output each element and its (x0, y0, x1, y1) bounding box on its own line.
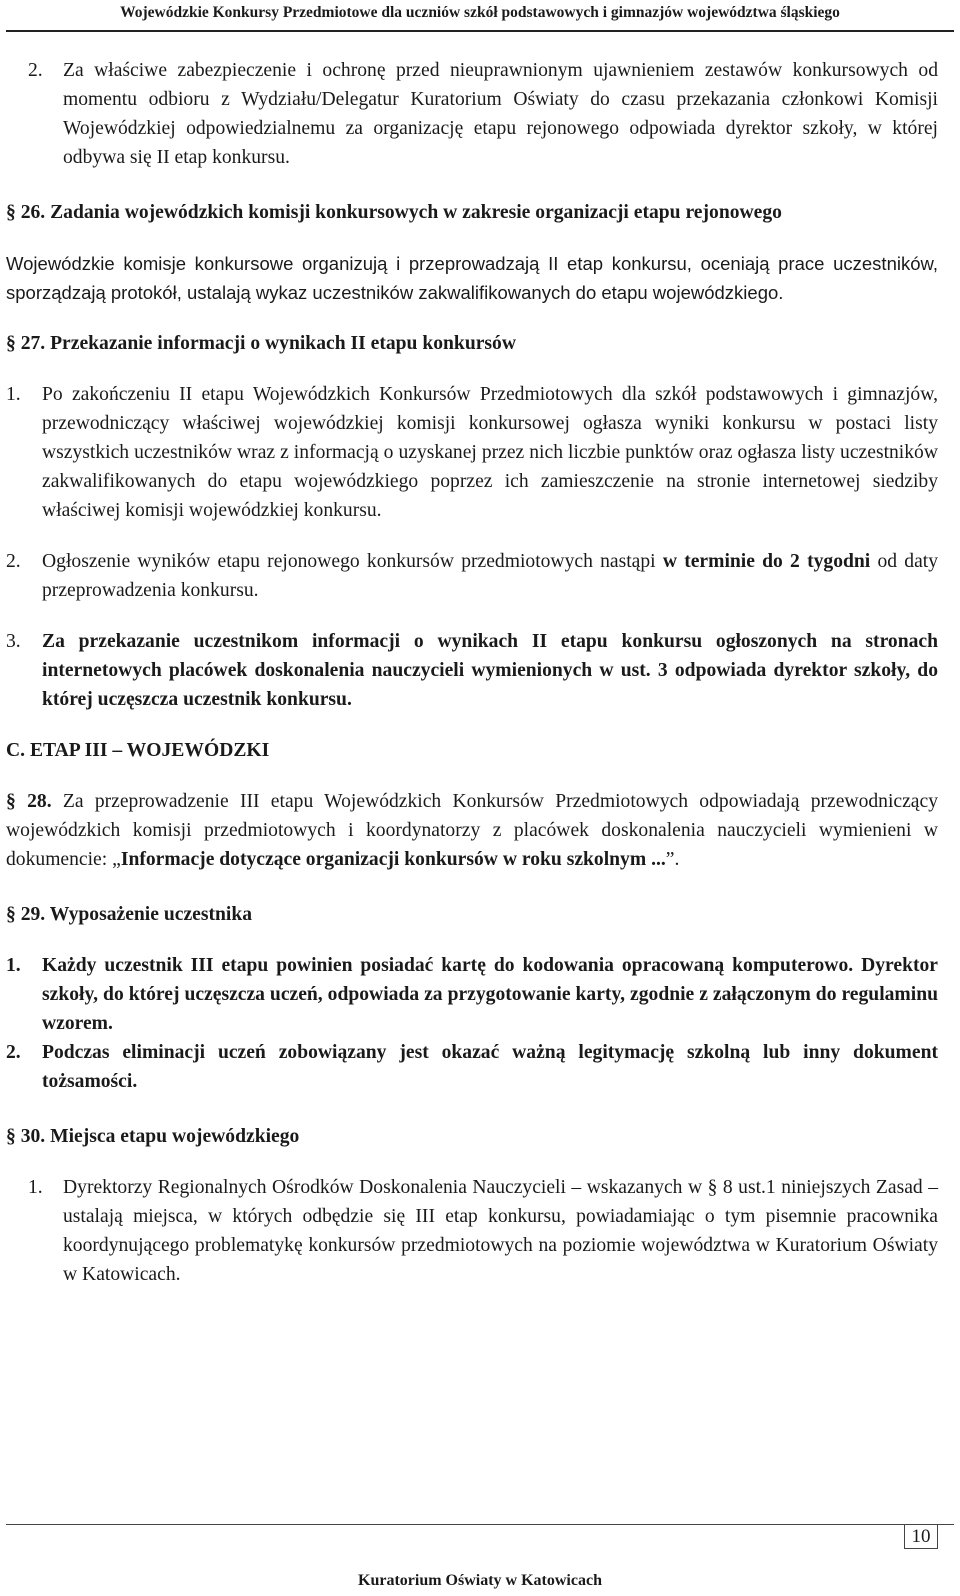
item-text: Podczas eliminacji uczeń zobowiązany jest okazać ważną legitymację szkolną lub inny dokument tożsamości. (42, 1042, 938, 1092)
section-28-body: Za przeprowadzenie III etapu Wojewódzkich Konkursów Przedmiotowych odpowiadają przewodniczący wojewódzkich komisji przedmiotowych i koordynatorzy z placówek doskonalenia nauczycieli wymienieni w dokumencie: „ (6, 791, 938, 870)
header-divider (6, 30, 954, 32)
s27-item-1 (6, 380, 938, 525)
section-29-title (6, 900, 938, 929)
item-text-bold: w terminie do 2 tygodni (662, 551, 871, 572)
s30-item-1 (6, 1173, 938, 1289)
section-27-heading: 27. Przekazanie informacji o wynikach II etapu konkursów (20, 333, 517, 354)
section-29-heading: 29. Wyposażenie uczestnika (20, 904, 253, 925)
paragraph-sign: § (6, 791, 16, 812)
item-text: Ogłoszenie wyników etapu rejonowego konkursów przedmiotowych nastąpi (42, 551, 663, 572)
section-26-title (6, 198, 938, 227)
section-30-title (6, 1122, 938, 1151)
item-number: 1. (6, 384, 21, 405)
page-header: Wojewódzkie Konkursy Przedmiotowe dla uczniów szkół podstawowych i gimnazjów województwa śląskiego (120, 4, 840, 21)
item-text: Po zakończeniu II etapu Wojewódzkich Konkursów Przedmiotowych dla szkół podstawowych i gimnazjów, przewodniczący właściwej wojewódzkiej komisji konkursowej ogłasza wyniki konkursu w postaci listy wszystkich uczestników wraz z informacją o uzyskanej przez nich liczbie punktów oraz ogłasza listy uczestników zakwalifikowanych do etapu wojewódzkiego poprzez ich zamieszczenie na stronie internetowej siedziby właściwej komisji wojewódzkiej konkursu. (42, 384, 938, 521)
item-text: Każdy uczestnik III etapu powinien posiadać kartę do kodowania opracowaną komputerowo. Dyrektor szkoły, do której uczęszcza uczeń, odpowiada za przygotowanie karty, zgodnie z załączonym do regulaminu wzorem. (42, 955, 938, 1034)
footer-divider (6, 1524, 954, 1525)
item-number: 2. (6, 1042, 21, 1063)
s25-item-2 (6, 56, 938, 172)
section-28-end: ”. (665, 849, 680, 870)
section-30-heading: 30. Miejsca etapu wojewódzkiego (20, 1126, 300, 1147)
document-body (6, 56, 938, 1289)
paragraph-sign: § (6, 904, 16, 925)
section-27-title (6, 329, 938, 358)
item-text: Za właściwe zabezpieczenie i ochronę przed nieuprawnionym ujawnieniem zestawów konkursowych od momentu odbioru z Wydziału/Delegatur Kuratorium Oświaty do czasu przekazania członkowi Komisji Wojewódzkiej odpowiedzialnemu za organizację etapu rejonowego odpowiada dyrektor szkoły, w której odbywa się II etap konkursu. (63, 60, 938, 168)
s29-item-2 (6, 1038, 938, 1096)
section-26-text: Wojewódzkie komisje konkursowe organizują i przeprowadzają II etap konkursu, oceniają prace uczestników, sporządzają protokół, ustalają wykaz uczestników zakwalifikowanych do etapu wojewódzkiego. (6, 253, 938, 303)
item-number: 1. (28, 1177, 43, 1198)
s27-item-2 (6, 547, 938, 605)
section-26-heading: 26. Zadania wojewódzkich komisji konkursowych w zakresie organizacji etapu rejonowego (20, 202, 782, 223)
item-text-end: od daty przeprowadzenia konkursu. (42, 551, 939, 601)
paragraph-sign: § (6, 333, 16, 354)
item-number: 2. (6, 551, 21, 572)
s29-item-1 (6, 951, 938, 1038)
page-number: 10 (904, 1524, 938, 1549)
item-number: 3. (6, 631, 21, 652)
paragraph-sign: § (6, 202, 16, 223)
item-text: Dyrektorzy Regionalnych Ośrodków Doskonalenia Nauczycieli – wskazanych w § 8 ust.1 niniejszych Zasad – ustalają miejsca, w których odbędzie się III etap konkursu, powiadamiając o tym pisemnie pracownika koordynującego problematykę konkursów przedmiotowych na poziomie województwa w Kuratorium Oświaty w Katowicach. (63, 1177, 938, 1285)
paragraph-sign: § (6, 1126, 16, 1147)
item-text-bold: Za przekazanie uczestnikom informacji o wynikach II etapu konkursu ogłoszonych na stronach internetowych placówek doskonalenia nauczycieli wymienionych w ust. 3 odpowiada dyrektor szkoły, do której uczęszcza uczestnik konkursu. (42, 631, 938, 710)
section-c-title: C. ETAP III – WOJEWÓDZKI (6, 740, 270, 761)
s27-item-3 (6, 627, 938, 714)
page-footer: Kuratorium Oświaty w Katowicach (358, 1572, 602, 1589)
section-28-text (6, 787, 938, 874)
item-number: 1. (6, 955, 21, 976)
section-28-doc-title: Informacje dotyczące organizacji konkursów w roku szkolnym ... (120, 849, 666, 870)
item-number: 2. (28, 60, 43, 81)
section-28-number: 28. (27, 791, 52, 812)
